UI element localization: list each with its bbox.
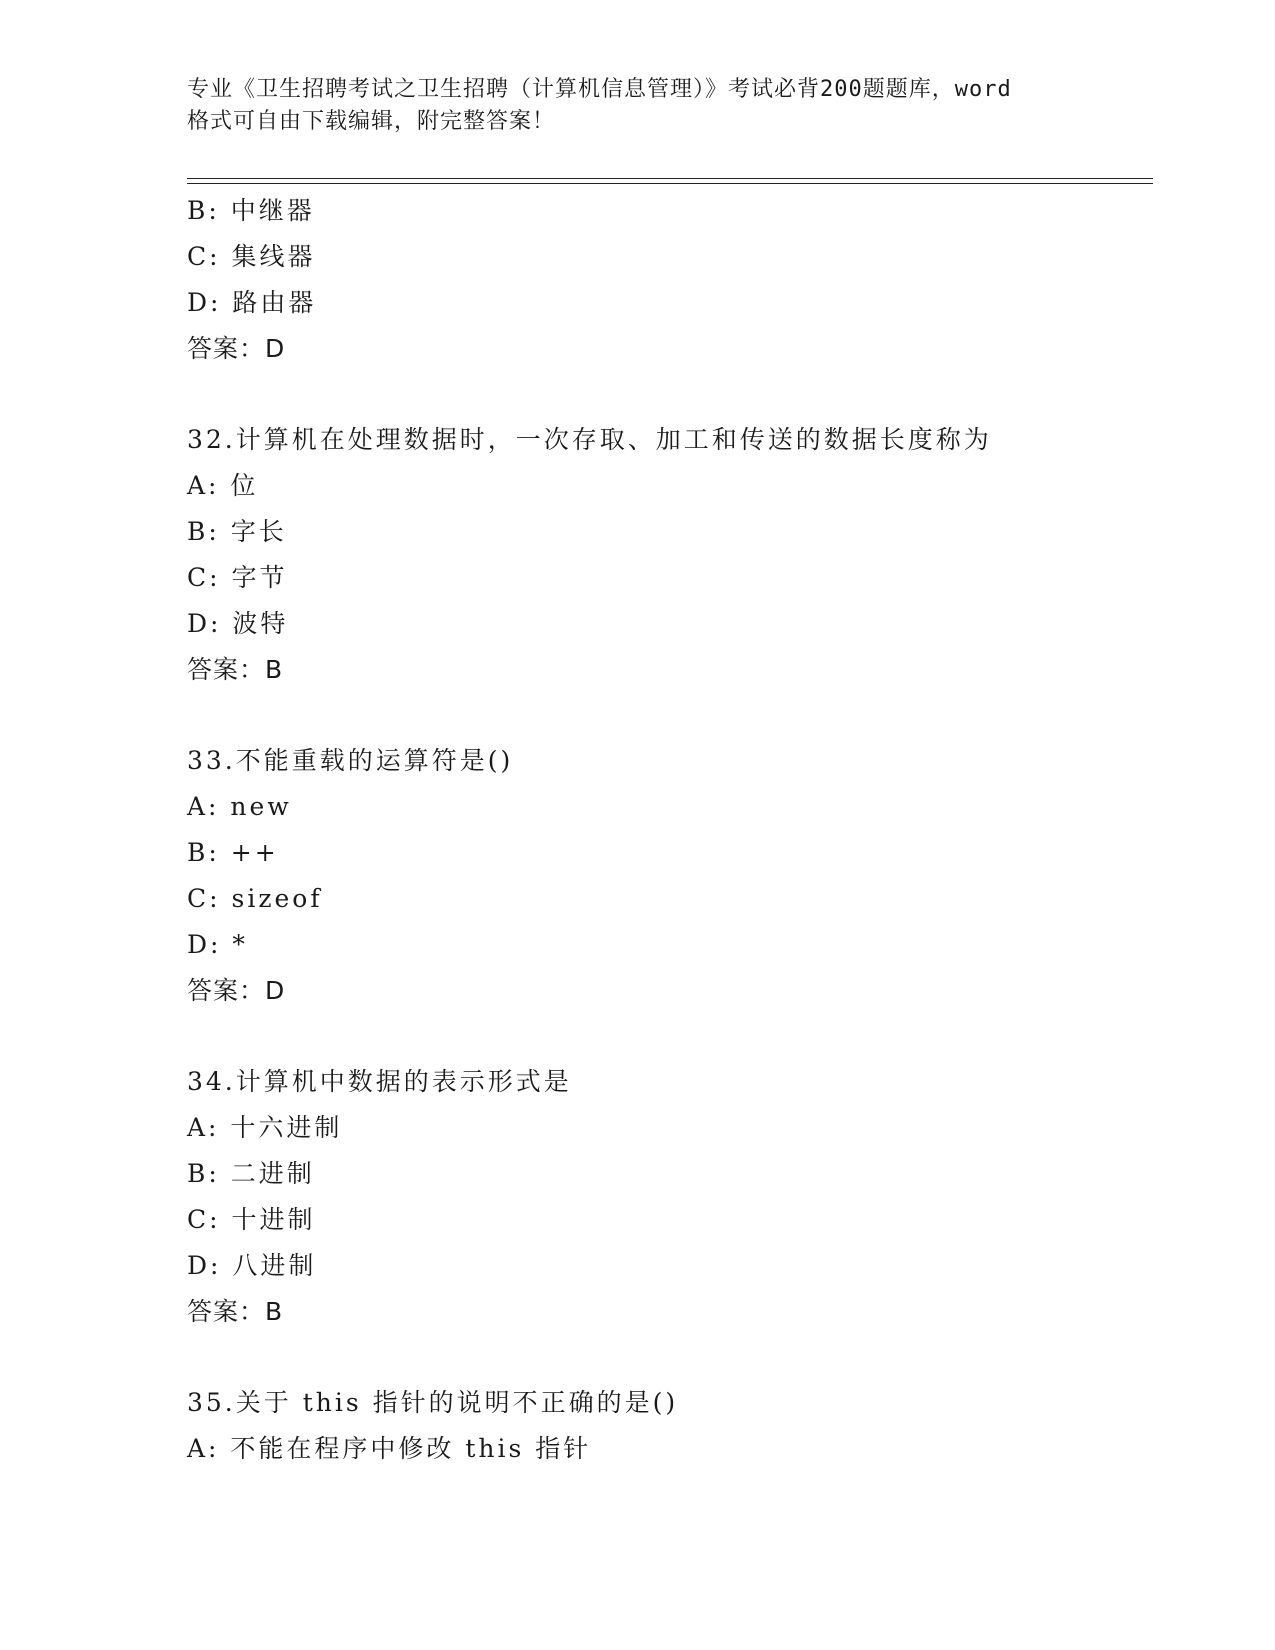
header-divider-top — [187, 178, 1153, 179]
option-a: A: 不能在程序中修改 this 指针 — [187, 1434, 592, 1463]
option-c: C: sizeof — [187, 884, 323, 913]
header-divider-bottom — [187, 183, 1153, 184]
option-a: A: 位 — [187, 471, 259, 500]
question-text: 34.计算机中数据的表示形式是 — [187, 1067, 572, 1096]
spacer — [187, 372, 1153, 417]
answer-line: 答案：B — [187, 655, 284, 684]
question-text: 33.不能重载的运算符是() — [187, 746, 514, 775]
option-b: B: ++ — [187, 838, 279, 867]
question-text: 32.计算机在处理数据时，一次存取、加工和传送的数据长度称为 — [187, 425, 992, 454]
question-31-tail — [187, 188, 1153, 372]
question-32 — [187, 417, 1153, 693]
document-header — [187, 74, 1087, 138]
option-d: D: 波特 — [187, 609, 289, 638]
header-line-1: 专业《卫生招聘考试之卫生招聘（计算机信息管理）》考试必背200题题库，word — [187, 77, 1012, 102]
answer-line: 答案：B — [187, 1297, 284, 1326]
option-d: D: * — [187, 930, 248, 959]
question-35 — [187, 1380, 1153, 1472]
option-b: B: 中继器 — [187, 196, 315, 225]
answer-line: 答案：D — [187, 976, 286, 1005]
option-c: C: 字节 — [187, 563, 288, 592]
answer-line: 答案：D — [187, 334, 286, 363]
option-b: B: 字长 — [187, 517, 287, 546]
option-d: D: 八进制 — [187, 1251, 317, 1280]
option-c: C: 集线器 — [187, 242, 316, 271]
option-b: B: 二进制 — [187, 1159, 315, 1188]
question-list — [187, 188, 1153, 1472]
question-33 — [187, 738, 1153, 1014]
option-a: A: new — [187, 792, 292, 821]
question-34 — [187, 1059, 1153, 1335]
question-text: 35.关于 this 指针的说明不正确的是() — [187, 1388, 679, 1417]
option-d: D: 路由器 — [187, 288, 317, 317]
option-c: C: 十进制 — [187, 1205, 316, 1234]
spacer — [187, 693, 1153, 738]
spacer — [187, 1335, 1153, 1380]
spacer — [187, 1014, 1153, 1059]
option-a: A: 十六进制 — [187, 1113, 343, 1142]
header-line-2: 格式可自由下载编辑，附完整答案！ — [187, 109, 556, 134]
